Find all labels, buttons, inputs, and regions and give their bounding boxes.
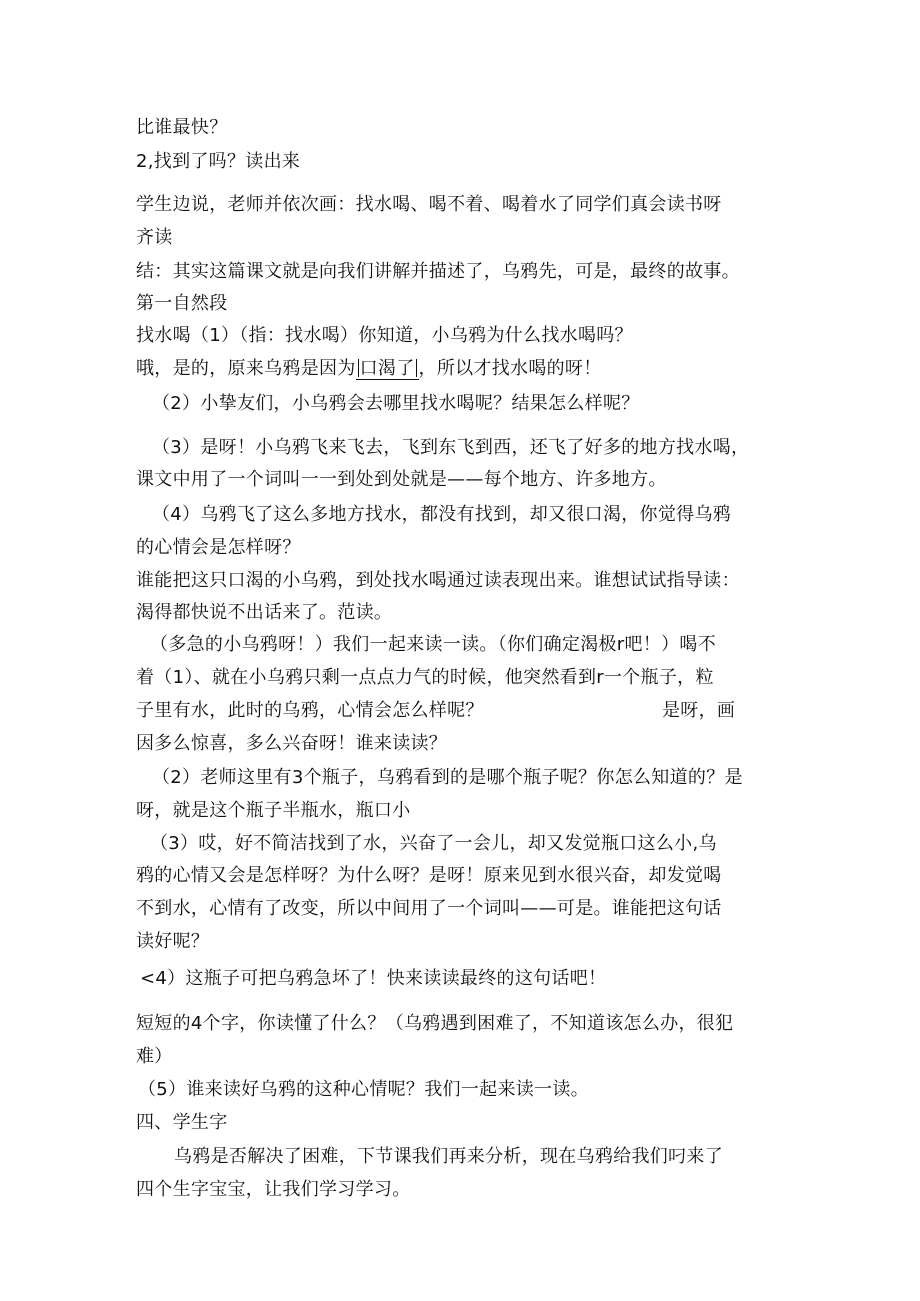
text-line: 短短的4个字，你读懂了什么？（乌鸦遇到困难了，不知道该怎么办，很犯 <box>136 1013 734 1034</box>
text-line: （3）是呀！小乌鸦飞来飞去，飞到东飞到西，还飞了好多的地方找水喝， <box>152 437 750 458</box>
text-segment: ，所以才找水喝的呀！ <box>418 358 602 379</box>
text-line: （多急的小乌鸦呀！）我们一起来读一读。（你们确定渴极r吧！）喝不 <box>150 634 716 655</box>
text-line: 结：其实这篇课文就是向我们讲解并描述了，乌鸦先，可是，最终的故事。 <box>136 261 740 282</box>
text-line: 的心情会是怎样呀？ <box>136 537 301 558</box>
text-segment: 子里有水，此时的乌鸦，心情会怎么样呢？ <box>136 700 484 721</box>
text-segment: 哦，是的，原来乌鸦是因为 <box>136 358 356 379</box>
text-line: （2）老师这里有3个瓶子，乌鸦看到的是哪个瓶子呢？你怎么知道的？是 <box>152 767 743 788</box>
boxed-answer <box>356 359 419 380</box>
text-line: 因多么惊喜，多么兴奋呀！谁来读读？ <box>136 733 448 754</box>
text-line: 着（1）、就在小乌鸦只剩一点点力气的时候，他突然看到r一个瓶子，粒 <box>136 667 714 688</box>
text-line: 谁能把这只口渴的小乌鸦，到处找水喝通过读表现出来。谁想试试指导读： <box>136 570 740 591</box>
section-heading: 第一自然段 <box>136 293 228 314</box>
text-line: 读好呢？ <box>136 931 210 952</box>
text-line: <4）这瓶子可把乌鸦急坏了！快来读读最终的这句话吧！ <box>140 968 607 989</box>
text-line: 乌鸦是否解决了困难，下节课我们再来分析，现在乌鸦给我们叼来了 <box>174 1146 723 1167</box>
text-line: 找水喝（1）（指：找水喝）你知道，小乌鸦为什么找水喝吗？ <box>136 325 633 346</box>
text-line: 呀，就是这个瓶子半瓶水，瓶口小 <box>136 800 411 821</box>
text-line: 比谁最快？ <box>136 117 228 138</box>
boxed-answer-text: 口渴了 <box>359 358 415 379</box>
text-line: 课文中用了一个词叫一一到处到处就是——每个地方、许多地方。 <box>136 469 667 490</box>
text-line: 鸦的心情又会是怎样呀？为什么呀？是呀！原来见到水很兴奋，却发觉喝 <box>136 865 722 886</box>
text-line: （4）乌鸦飞了这么多地方找水，都没有找到，却又很口渴，你觉得乌鸦 <box>152 504 732 525</box>
text-line: 2,找到了吗？读出来 <box>136 151 301 172</box>
text-line: （5）谁来读好乌鸦的这种心情呢？我们一起来读一读。 <box>138 1079 589 1100</box>
text-line: 是呀，画 <box>662 700 736 721</box>
text-line: 不到水，心情有了改变，所以中间用了一个词叫——可是。谁能把这句话 <box>136 898 722 919</box>
text-line: 学生边说，老师并依次画：找水喝、喝不着、喝着水了同学们真会读书呀 <box>136 194 722 215</box>
text-line: 难） <box>136 1046 173 1067</box>
text-line: 渴得都快说不出话来了。范读。 <box>136 602 393 623</box>
text-line: 四个生字宝宝，让我们学习学习。 <box>136 1179 411 1200</box>
text-line: （2）小挚友们，小乌鸦会去哪里找水喝呢？结果怎么样呢？ <box>152 393 640 414</box>
text-line <box>136 357 602 381</box>
text-line: （3）哎，好不简洁找到了水，兴奋了一会儿，却又发觉瓶口这么小,乌 <box>150 833 717 854</box>
section-heading: 四、学生字 <box>136 1112 228 1133</box>
text-line <box>136 699 484 723</box>
text-line: 齐读 <box>136 227 173 248</box>
